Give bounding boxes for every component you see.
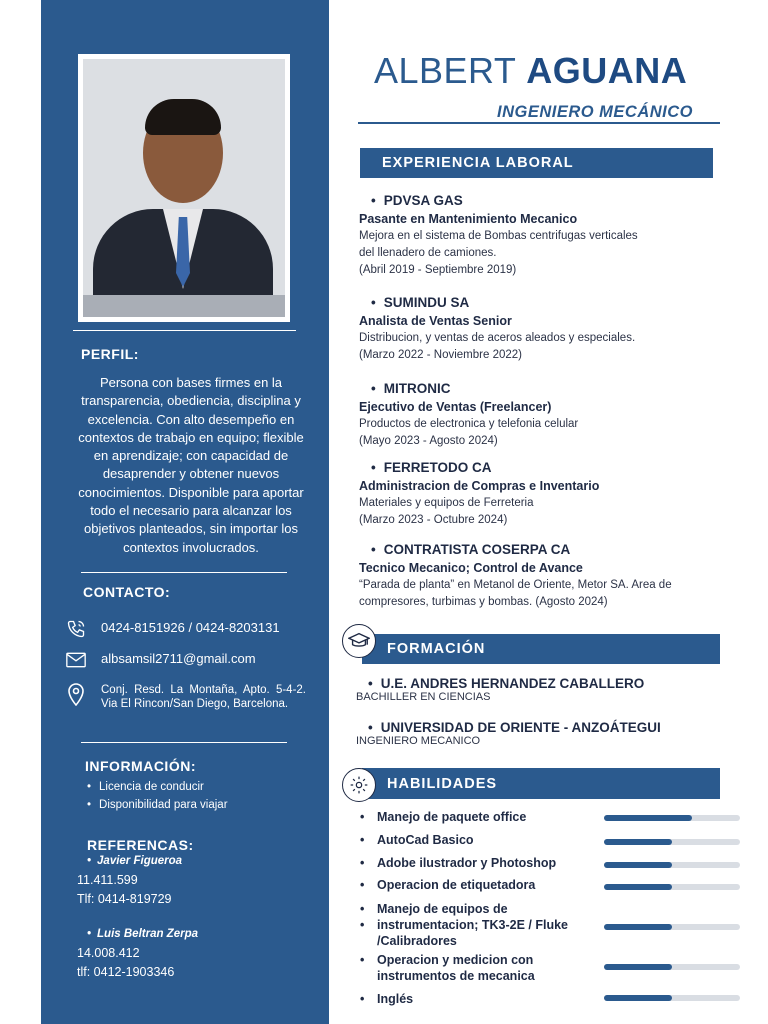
skill-label: instrumentacion; TK3-2E / Fluke: [377, 918, 569, 932]
skill-bar: [604, 839, 740, 845]
job-company: • PDVSA GAS: [359, 193, 721, 208]
reference-entry: [77, 925, 198, 982]
phone-text[interactable]: 0424-8151926 / 0424-8203131: [101, 620, 280, 635]
skills-heading: HABILIDADES: [362, 768, 720, 799]
education-degree: BACHILLER EN CIENCIAS: [356, 691, 491, 703]
skill-label: Manejo de equipos de: [377, 902, 508, 916]
skill-bar-fill: [604, 995, 672, 1001]
job-entry: [359, 381, 721, 450]
job-role: Ejecutivo de Ventas (Freelancer): [359, 400, 552, 414]
skill-bar-fill: [604, 884, 672, 890]
job-entry: [359, 460, 721, 529]
job-description: Materiales y equipos de Ferreteria: [359, 497, 534, 509]
skill-label: instrumentos de mecanica: [377, 969, 535, 983]
skill-label: /Calibradores: [377, 934, 457, 948]
profile-photo: [83, 59, 285, 317]
sidebar: [41, 0, 329, 1024]
profile-heading: PERFIL:: [81, 346, 139, 362]
graduation-cap-icon: [342, 624, 376, 658]
reference-name: • Javier Figueroa: [77, 852, 182, 871]
skill-item: • AutoCad Basico: [360, 833, 474, 847]
job-dates: (Marzo 2023 - Octubre 2024): [359, 514, 508, 526]
job-entry: [359, 193, 721, 279]
gear-icon: [342, 768, 376, 802]
info-heading: INFORMACIÓN:: [85, 758, 196, 774]
skill-bar-fill: [604, 839, 672, 845]
skill-label: Inglés: [377, 992, 414, 1006]
skill-item: • Operacion de etiquetadora: [360, 878, 536, 892]
experience-heading: EXPERIENCIA LABORAL: [360, 148, 713, 178]
reference-entry: [77, 852, 182, 909]
first-name: ALBERT: [374, 50, 516, 91]
skill-bar: [604, 924, 740, 930]
job-dates: (Abril 2019 - Septiembre 2019): [359, 264, 517, 276]
education-entry: [356, 676, 726, 703]
skill-bar: [604, 995, 740, 1001]
education-institution: • UNIVERSIDAD DE ORIENTE - ANZOÁTEGUI: [356, 720, 726, 735]
education-degree: INGENIERO MECANICO: [356, 735, 481, 747]
skill-item: • Inglés: [360, 992, 414, 1006]
reference-id: 14.008.412: [77, 946, 140, 960]
address-text: Conj. Resd. La Montaña, Apto. 5-4-2. Via El Rincon/San Diego, Barcelona.: [101, 684, 306, 710]
job-role: Tecnico Mecanico; Control de Avance: [359, 561, 583, 575]
skill-label: Manejo de paquete office: [377, 810, 527, 824]
education-entry: [356, 720, 726, 747]
info-item: • Disponibilidad para viajar: [87, 796, 228, 814]
job-company: • CONTRATISTA COSERPA CA: [359, 542, 721, 557]
title-underline: [358, 122, 720, 124]
info-item: • Licencia de conducir: [87, 778, 228, 796]
job-company: • MITRONIC: [359, 381, 721, 396]
skill-item: • Adobe ilustrador y Photoshop: [360, 856, 557, 870]
job-description: del llenadero de camiones.: [359, 247, 497, 259]
skill-bar: [604, 815, 740, 821]
job-description: Productos de electronica y telefonia celular: [359, 418, 579, 430]
references-heading: REFERENCAS:: [87, 837, 194, 853]
divider: [73, 330, 296, 331]
skill-bar: [604, 964, 740, 970]
reference-id: 11.411.599: [77, 873, 138, 887]
location-pin-icon: [65, 683, 87, 705]
reference-name: • Luis Beltran Zerpa: [77, 925, 198, 944]
job-company: • FERRETODO CA: [359, 460, 721, 475]
name-title: [374, 50, 687, 92]
skill-item: • Operacion y medicion con instrumentos de mecanica: [360, 953, 535, 983]
mail-icon: [65, 649, 87, 671]
info-list: [87, 778, 228, 814]
job-dates: (Marzo 2022 - Noviembre 2022): [359, 349, 522, 361]
job-description: “Parada de planta” en Metanol de Oriente, Metor SA. Area de compresores, turbimas y bombas. (Agosto 2024): [359, 579, 672, 608]
job-description: Mejora en el sistema de Bombas centrifugas verticales: [359, 230, 638, 242]
job-entry: [359, 542, 721, 611]
job-dates: (Mayo 2023 - Agosto 2024): [359, 435, 498, 447]
education-institution: • U.E. ANDRES HERNANDEZ CABALLERO: [356, 676, 726, 691]
skill-bar-fill: [604, 964, 672, 970]
job-description: Distribucion, y ventas de aceros aleados y especiales.: [359, 332, 636, 344]
job-role: Pasante en Mantenimiento Mecanico: [359, 212, 578, 226]
skill-bar-fill: [604, 924, 672, 930]
job-role: Administracion de Compras e Inventario: [359, 479, 600, 493]
job-company: • SUMINDU SA: [359, 295, 721, 310]
phone-icon: [65, 618, 87, 640]
contact-email: [65, 649, 256, 671]
divider: [81, 742, 287, 743]
skill-bar: [604, 862, 740, 868]
email-link[interactable]: albsamsil2711@gmail.com: [101, 651, 256, 666]
job-title: INGENIERO MECÁNICO: [497, 103, 694, 121]
skill-label: Operacion de etiquetadora: [377, 878, 536, 892]
job-role: Analista de Ventas Senior: [359, 314, 512, 328]
last-name: AGUANA: [526, 50, 688, 91]
profile-photo-frame: [78, 54, 290, 322]
education-heading: FORMACIÓN: [362, 634, 720, 664]
skill-bar: [604, 884, 740, 890]
skill-bar-fill: [604, 862, 672, 868]
skill-label: AutoCad Basico: [377, 833, 474, 847]
skill-item: • • Manejo de equipos de instrumentacion; TK3-2E / Fluke /Calibradores: [360, 902, 569, 948]
contact-phone: [65, 618, 280, 640]
skill-bar-fill: [604, 815, 692, 821]
contact-address: [65, 683, 306, 711]
skill-item: • Manejo de paquete office: [360, 810, 527, 824]
skill-label: Operacion y medicion con: [377, 953, 534, 967]
reference-phone: tlf: 0412-1903346: [77, 965, 175, 979]
divider: [81, 572, 287, 573]
profile-text: Persona con bases firmes en la transparencia, obediencia, disciplina y excelencia. Con alto desempeño en contextos de trabajo en equipo; flexible en aprendizaje; con capacidad de desaprender y obtener nuevos conocimientos. Disponible para aportar todo el necesario para alcanzar los objetivos planteados, sin importar los contextos involucrados.: [78, 375, 304, 555]
reference-phone: Tlf: 0414-819729: [77, 892, 172, 906]
job-entry: [359, 295, 721, 364]
skill-label: Adobe ilustrador y Photoshop: [377, 856, 557, 870]
contact-heading: CONTACTO:: [83, 584, 171, 600]
